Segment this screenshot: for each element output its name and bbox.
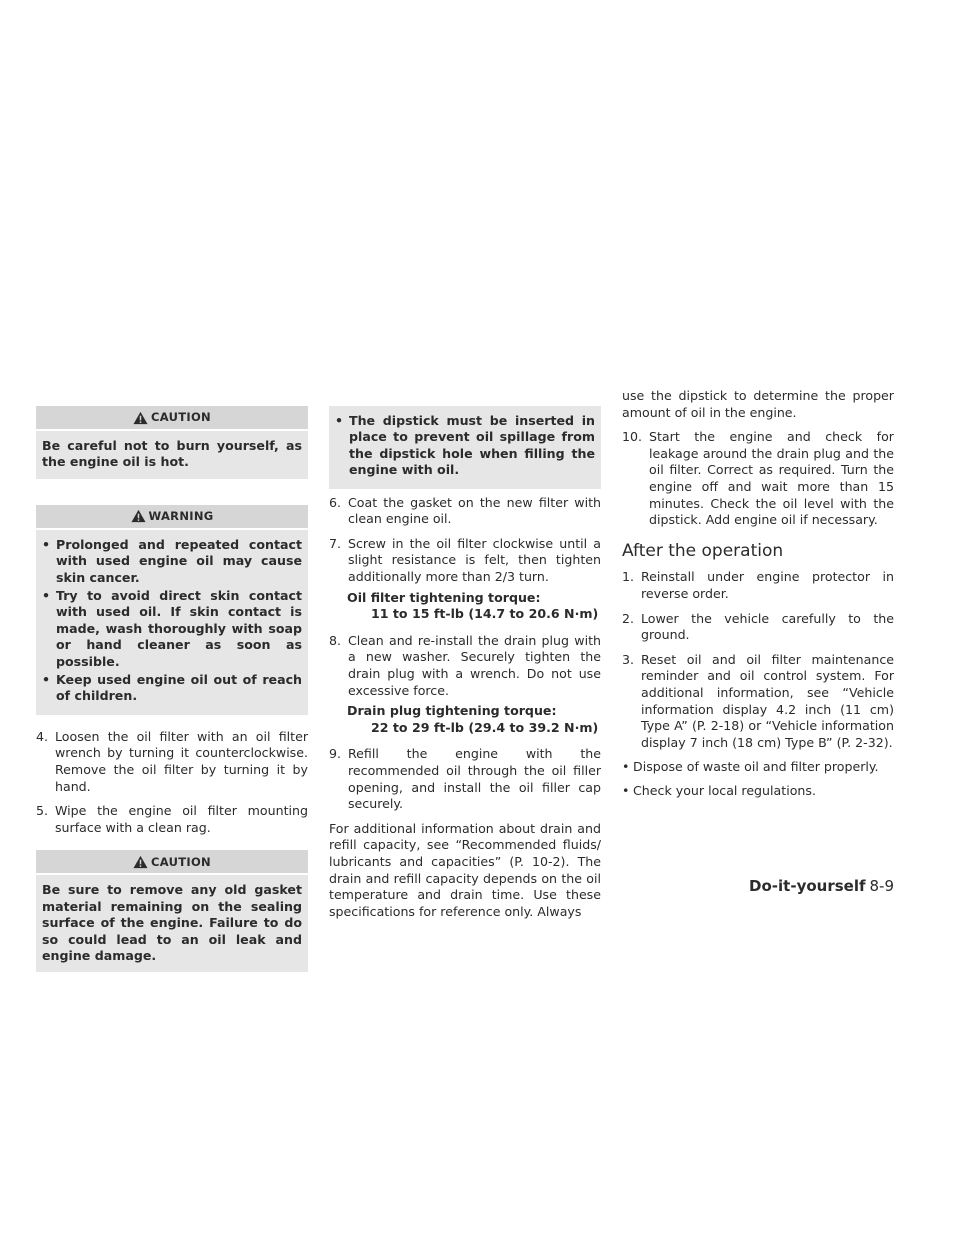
torque-spec: Oil filter tightening torque: 11 to 15 ft-lb (14.7 to 20.6 N·m) bbox=[347, 589, 599, 622]
caution-header bbox=[36, 850, 308, 873]
step-item: 1. Reinstall under engine protector in reverse order. bbox=[622, 569, 894, 601]
step-item: 2. Lower the vehicle carefully to the ground. bbox=[622, 610, 894, 643]
paragraph: use the dipstick to determine the proper amount of oil in the engine. bbox=[622, 388, 894, 420]
step-item: 5. Wipe the engine oil filter mounting surface with a clean rag. bbox=[36, 803, 308, 835]
warning-triangle-icon bbox=[131, 509, 146, 523]
list-item: • Try to avoid direct skin contact with used oil. If skin contact is made, wash thoroughly with soap or hand cleaner as soon as possible. bbox=[42, 588, 302, 669]
caution-box bbox=[36, 406, 308, 479]
step-item: 4. Loosen the oil filter with an oil filter wrench by turning it counterclockwise. Remove the oil filter by turning it by hand. bbox=[36, 728, 308, 794]
warning-triangle-icon bbox=[133, 855, 148, 869]
step-item: 10. Start the engine and check for leakage around the drain plug and the oil filter. Correct as required. Turn the engine off and wait more than 15 minutes. Check the oil level with the dipstick. Add engine oil if necessary. bbox=[622, 429, 894, 528]
caution-body: Be sure to remove any old gasket material remaining on the sealing surface of the engine. Failure to do so could lead to an oil leak and engine damage. bbox=[36, 875, 308, 972]
list-item: • Dispose of waste oil and filter properly. bbox=[622, 759, 879, 775]
paragraph: For additional information about drain and refill capacity, see “Recommended fluids/ lubricants and capacities” (P. 10-2). The drain and refill capacity depends on the oil temperature and drain time. Use these specifications for reference only. Always bbox=[329, 820, 601, 919]
list-item: • Check your local regulations. bbox=[622, 782, 816, 798]
caution-title: CAUTION bbox=[151, 410, 211, 425]
footer-section-name: Do-it-yourself bbox=[749, 877, 866, 895]
step-item: 3. Reset oil and oil filter maintenance reminder and oil control system. For additional information, see “Vehicle information display 4.2 inch (11 cm) Type A” (P. 2-18) or “Vehicle information display 7 inch (18 cm) Type B” (P. 2-32). bbox=[622, 651, 894, 750]
caution-box bbox=[36, 850, 308, 972]
list-item: • The dipstick must be inserted in place to prevent oil spillage from the dipstick hole when filling the engine with oil. bbox=[335, 413, 595, 478]
caution-body: Be careful not to burn yourself, as the engine oil is hot. bbox=[36, 431, 308, 479]
left-column bbox=[36, 406, 308, 986]
section-title: After the operation bbox=[622, 540, 784, 561]
warning-box bbox=[36, 505, 308, 715]
list-item: • Keep used engine oil out of reach of children. bbox=[42, 672, 302, 704]
warning-header bbox=[36, 505, 308, 528]
torque-spec: Drain plug tightening torque: 22 to 29 ft-lb (29.4 to 39.2 N·m) bbox=[347, 703, 599, 735]
page-number: 8-9 bbox=[869, 877, 894, 895]
page-footer bbox=[749, 877, 894, 895]
right-column bbox=[622, 388, 894, 806]
caution-title: CAUTION bbox=[151, 854, 211, 869]
step-item: 8. Clean and re-install the drain plug with a new washer. Securely tighten the drain plug with a wrench. Do not use excessive force. bbox=[329, 632, 601, 698]
step-item: 9. Refill the engine with the recommended oil through the oil filler opening, and install the oil filler cap securely. bbox=[329, 746, 601, 812]
warning-body bbox=[36, 530, 308, 715]
caution-continued-box bbox=[329, 406, 601, 489]
step-item: 6. Coat the gasket on the new filter with clean engine oil. bbox=[329, 494, 601, 527]
step-item: 7. Screw in the oil filter clockwise until a slight resistance is felt, then tighten additionally more than 2/3 turn. bbox=[329, 535, 601, 584]
caution-header bbox=[36, 406, 308, 429]
middle-column bbox=[329, 406, 601, 930]
warning-triangle-icon bbox=[133, 411, 148, 425]
list-item: • Prolonged and repeated contact with used engine oil may cause skin cancer. bbox=[42, 536, 302, 585]
warning-title: WARNING bbox=[148, 509, 214, 524]
